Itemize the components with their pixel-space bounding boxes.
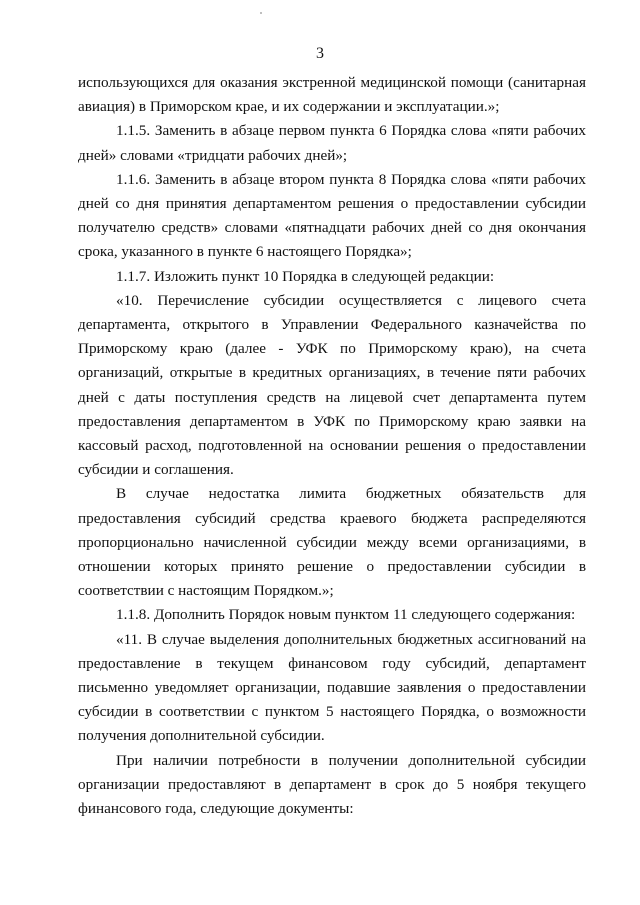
paragraph-1-1-7: 1.1.7. Изложить пункт 10 Порядка в следующей редакции: xyxy=(116,267,495,285)
page-number: 3 xyxy=(316,45,324,62)
paragraph-1-1-8: 1.1.8. Дополнить Порядок новым пунктом 11 следующего содержания: xyxy=(116,606,576,624)
paragraph-clause-11: «11. В случае выделения дополнительных бюджетных ассигнований на предоставление в текущем финансовом году субсидий, департамент письменно уведомляет организации, подавшие заявления о предоставлении субсидии в соответствии с пунктом 5 настоящего Порядка, о возможности получения дополнительной субсидии. xyxy=(78,630,586,745)
document-body xyxy=(78,71,586,821)
paragraph-1-1-5: 1.1.5. Заменить в абзаце первом пункта 6 Порядка слова «пяти рабочих дней» словами «тридцати рабочих дней»; xyxy=(78,122,586,164)
paragraph-budget-shortage: В случае недостатка лимита бюджетных обязательств для предоставления субсидий средства краевого бюджета распределяются пропорционально начисленной субсидии между всеми организациями, в отношении которых принято решение о предоставлении субсидии в соответствии с настоящим Порядком.»; xyxy=(78,485,586,600)
paragraph-continuation: использующихся для оказания экстренной медицинской помощи (санитарная авиация) в Приморском крае, и их содержании и эксплуатации.»; xyxy=(78,74,586,116)
paragraph-1-1-6: 1.1.6. Заменить в абзаце втором пункта 8 Порядка слова «пяти рабочих дней со дня принятия департаментом решения о предоставлении субсидии получателю средств» словами «пятнадцати рабочих дней со дня окончания срока, указанного в пункте 6 настоящего Порядка»; xyxy=(78,170,586,261)
paragraph-clause-10: «10. Перечисление субсидии осуществляется с лицевого счета департамента, открытого в Управлении Федерального казначейства по Приморскому краю (далее - УФК по Приморскому краю), на счета организаций, открытые в кредитных организациях, в течение пяти рабочих дней с даты поступления средств на лицевой счет департамента путем предоставления департаментом в УФК по Приморскому краю заявки на кассовый расход, подготовленной на основании решения о предоставлении субсидии и соглашения. xyxy=(78,291,586,479)
paragraph-additional-subsidy-docs: При наличии потребности в получении дополнительной субсидии организации предоставляют в департамент в срок до 5 ноября текущего финансового года, следующие документы: xyxy=(78,751,586,818)
scan-speck xyxy=(260,12,262,14)
